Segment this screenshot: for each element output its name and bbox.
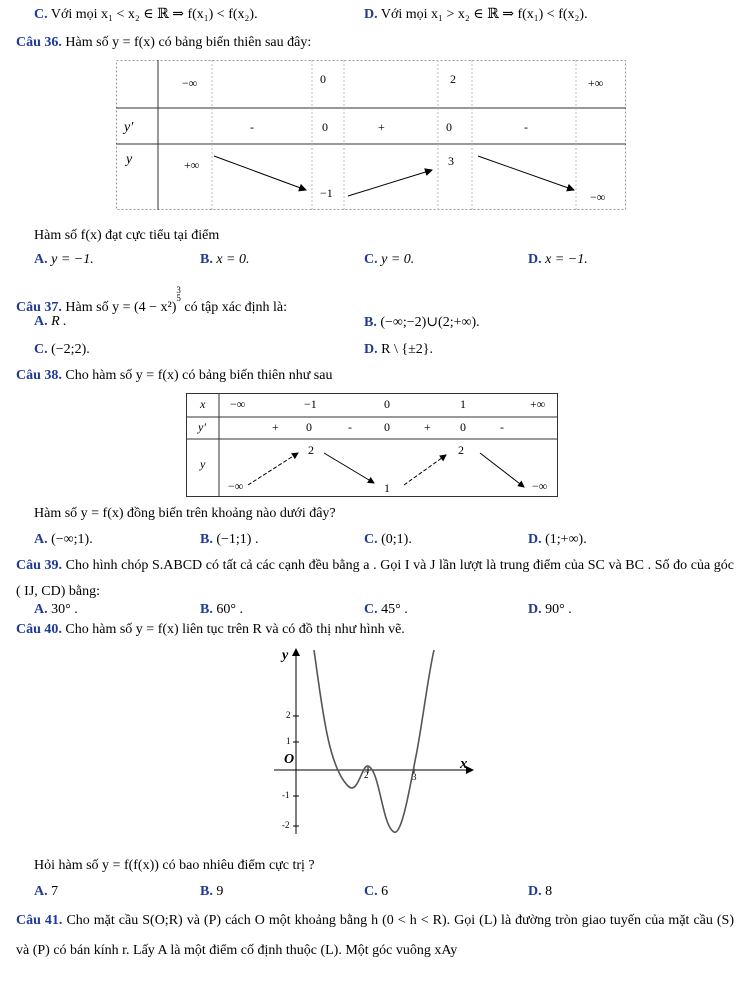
origin-label: O: [284, 752, 295, 767]
y-val-3: 2: [458, 443, 464, 457]
arrow-down-2: [480, 453, 524, 487]
q41-stem: Câu 41. Cho mặt cầu S(O;R) và (P) cách O một khoảng bằng h (0 < h < R). Gọi (L) là đường tròn giao tuyến của mặt cầu (S) và (P) có bán kính r. Lấy A là một điểm cố định thuộc (L). Một góc vuông xAy: [16, 913, 734, 958]
yprime-0: -: [250, 120, 254, 134]
arrow-up: [348, 170, 432, 196]
q40-graph: [262, 646, 480, 836]
q40-option-a: A. 7: [34, 884, 59, 899]
x-val-1: 0: [320, 72, 326, 86]
option-d-line0: D. Với mọi x₁ > x₂ ∈ ℝ ⇒ f(x₁) < f(x₂).: [364, 7, 588, 22]
function-curve: [314, 650, 434, 832]
yprime-4: -: [524, 120, 528, 134]
yprime-label: y′: [124, 120, 134, 135]
x-val-1: −1: [304, 397, 317, 411]
x-tick-3: 3: [412, 772, 417, 782]
y-val-1: −1: [320, 186, 333, 200]
x-tick-2: 2: [364, 770, 369, 780]
q37-stem: Câu 37. Hàm số y = (4 − x²)3 5 có tập xác định là:: [16, 285, 288, 315]
y-label: y: [200, 457, 206, 471]
q37-option-c: C. (−2;2).: [34, 342, 90, 357]
x-val-4: +∞: [530, 397, 546, 411]
q37-option-a: A. R .: [34, 314, 67, 329]
y-val-0: +∞: [184, 158, 200, 172]
arrow-up-1: [248, 453, 298, 485]
y-axis-label: y: [282, 648, 289, 663]
q39-option-c: C. 45° .: [364, 602, 408, 617]
q37-exp-num: 3: [176, 285, 181, 295]
x-val-3: +∞: [588, 76, 604, 90]
q36-variation-table: [116, 60, 626, 210]
q36-question: Hàm số f(x) đạt cực tiểu tại điểm: [34, 228, 220, 243]
q36-stem: Câu 36. Hàm số y = f(x) có bảng biến thiên sau đây:: [16, 35, 312, 50]
y-tick-1: 1: [286, 736, 291, 746]
arrow-down-2: [478, 156, 574, 190]
q38-option-a: A. (−∞;1).: [34, 532, 93, 547]
q37-option-b: B. (−∞;−2)∪(2;+∞).: [364, 315, 480, 330]
yprime-1: 0: [306, 420, 312, 434]
q38-option-b: B. (−1;1) .: [200, 532, 259, 547]
y-tick-neg1: -1: [282, 790, 290, 800]
y-tick-neg2: -2: [282, 820, 290, 830]
q40-question: Hỏi hàm số y = f(f(x)) có bao nhiêu điểm cực trị ?: [34, 858, 315, 873]
q38-variation-table: [186, 393, 558, 497]
x-val-2: 2: [450, 72, 456, 86]
yprime-1: 0: [322, 120, 328, 134]
yprime-2: -: [348, 420, 352, 434]
yprime-6: -: [500, 420, 504, 434]
y-val-0: −∞: [228, 479, 244, 493]
yprime-3: 0: [446, 120, 452, 134]
x-val-0: −∞: [230, 397, 246, 411]
y-val-4: −∞: [532, 479, 548, 493]
yprime-label: y′: [198, 420, 206, 434]
arrow-down-1: [214, 156, 306, 190]
q36-option-c: C. y = 0.: [364, 252, 415, 267]
q38-question: Hàm số y = f(x) đồng biến trên khoảng nào dưới đây?: [34, 506, 336, 521]
q40-option-b: B. 9: [200, 884, 224, 899]
x-axis-label: x: [460, 756, 468, 772]
q36-option-d: D. x = −1.: [528, 252, 588, 267]
q40-stem: Câu 40. Cho hàm số y = f(x) liên tục trên R và có đồ thị như hình vẽ.: [16, 622, 405, 637]
arrow-up-2: [404, 455, 446, 485]
q38-stem: Câu 38. Cho hàm số y = f(x) có bảng biến thiên như sau: [16, 368, 333, 383]
q39-option-b: B. 60° .: [200, 602, 243, 617]
q39-stem: Câu 39. Cho hình chóp S.ABCD có tất cả các cạnh đều bằng a . Gọi I và J lần lượt là trung điểm của SC và BC . Số đo của góc ( IJ, CD) bằng:: [16, 558, 735, 599]
q40-option-c: C. 6: [364, 884, 389, 899]
q36-option-a: A. y = −1.: [34, 252, 94, 267]
q38-option-d: D. (1;+∞).: [528, 532, 587, 547]
x-val-0: −∞: [182, 76, 198, 90]
yprime-4: +: [424, 420, 431, 434]
x-val-3: 1: [460, 397, 466, 411]
x-val-2: 0: [384, 397, 390, 411]
q37-option-d: D. R \ {±2}.: [364, 342, 433, 357]
y-val-1: 2: [308, 443, 314, 457]
y-val-2: 3: [448, 154, 454, 168]
option-c-line0: C. Với mọi x₁ < x₂ ∈ ℝ ⇒ f(x₁) < f(x₂).: [34, 7, 258, 22]
arrow-down-1: [324, 453, 374, 483]
q36-option-b: B. x = 0.: [200, 252, 250, 267]
y-val-3: −∞: [590, 190, 606, 204]
y-val-2: 1: [384, 481, 390, 495]
q39-option-a: A. 30° .: [34, 602, 78, 617]
yprime-3: 0: [384, 420, 390, 434]
q39-option-d: D. 90° .: [528, 602, 572, 617]
q40-option-d: D. 8: [528, 884, 553, 899]
y-tick-2: 2: [286, 710, 291, 720]
yprime-5: 0: [460, 420, 466, 434]
y-label: y: [126, 152, 133, 167]
yprime-2: +: [378, 120, 385, 134]
q38-option-c: C. (0;1).: [364, 532, 412, 547]
yprime-0: +: [272, 420, 279, 434]
q37-exp-den: 5: [176, 293, 181, 303]
x-label: x: [200, 397, 206, 411]
